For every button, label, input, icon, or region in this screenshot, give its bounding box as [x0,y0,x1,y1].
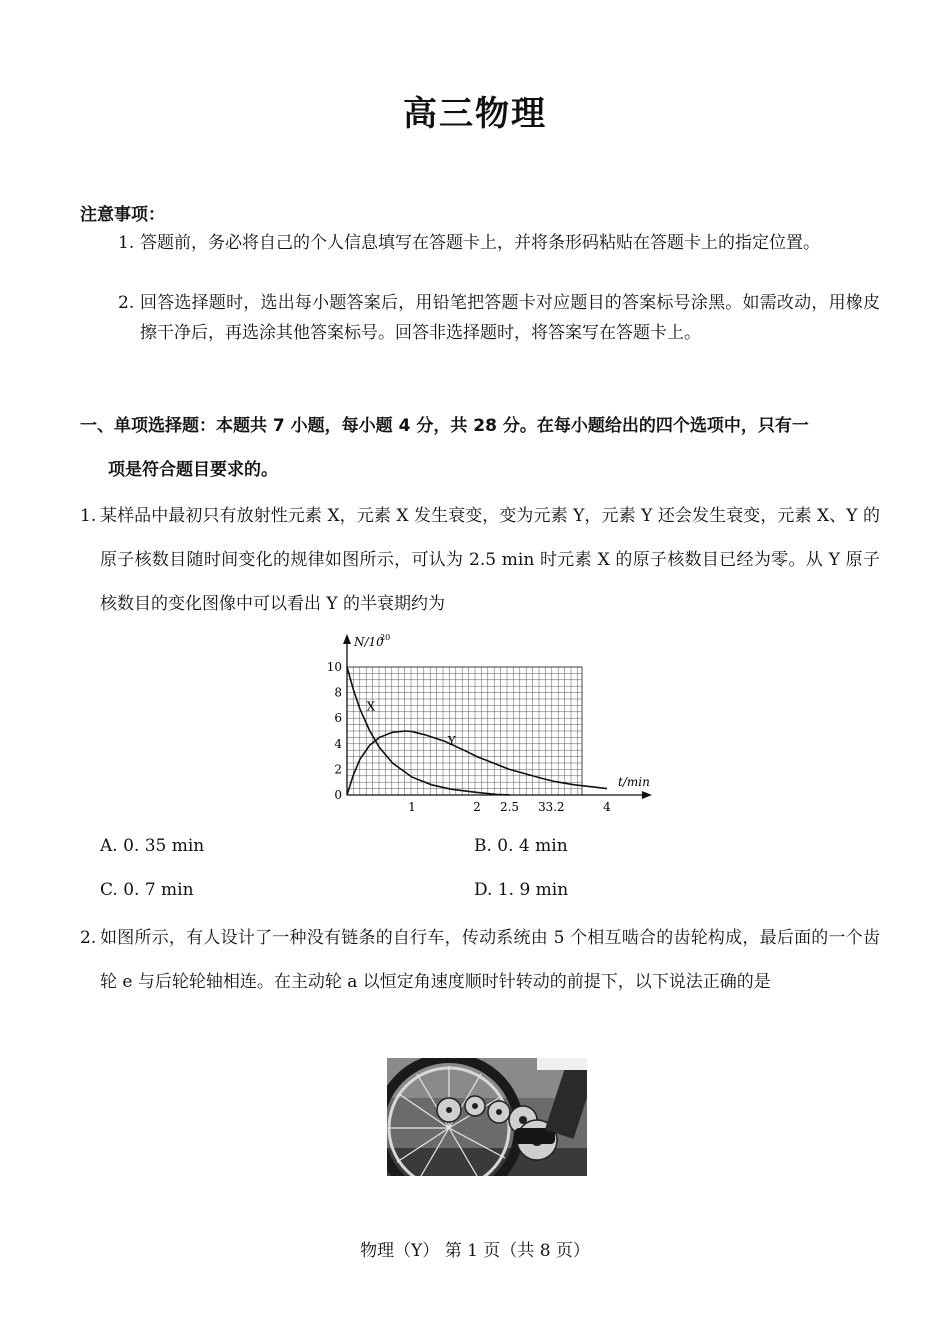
notice-item-text: 答题前，务必将自己的个人信息填写在答题卡上，并将条形码粘贴在答题卡上的指定位置。 [140,233,820,253]
chart-axes [343,634,652,799]
x-tick-label: 2 [473,800,481,814]
y-tick-label: 2 [334,762,342,777]
question-text: 如图所示，有人设计了一种没有链条的自行车，传动系统由 5 个相互啮合的齿轮构成，最后面的一个齿轮 e 与后轮轮轴相连。在主动轮 a 以恒定角速度顺时针转动的前提下，以下说法正确的是 [100,928,880,992]
chart-grid [347,667,582,795]
option-b[interactable]: B. 0. 4 min [474,836,568,856]
notice-item-1 [118,228,880,258]
x-tick-label: 1 [408,800,416,814]
y-tick-label: 4 [334,736,342,751]
y-axis-label: N/10 [354,635,384,649]
section-heading-line2: 项是符合题目要求的。 [108,460,278,480]
question-2 [80,916,880,1004]
y-tick-label: 10 [326,660,342,674]
y-tick-label: 8 [334,685,342,700]
series-label-x: X [366,699,376,714]
decay-chart [322,630,662,820]
x-axis-label: t/min [618,775,650,789]
section-heading-line1: 一、单项选择题：本题共 7 小题，每小题 4 分，共 28 分。在每小题给出的四个选项中，只有一 [80,416,809,436]
x-tick-label: 4 [603,800,611,814]
section-heading [80,404,880,492]
notice-item-2 [118,288,880,348]
y-tick-label: 0 [334,788,342,802]
option-c[interactable]: C. 0. 7 min [100,880,194,900]
notice-heading: 注意事项： [80,205,165,225]
y-axis-label-exponent: 20 [380,633,391,642]
question-number: 2. [80,928,97,948]
question-1 [80,494,880,626]
y-tick-label: 6 [334,711,342,726]
notice-item-number: 1. [118,233,135,253]
notice-item-number: 2. [118,293,135,313]
notice-item-text: 回答选择题时，选出每小题答案后，用铅笔把答题卡对应题目的答案标号涂黑。如需改动，用橡皮擦干净后，再选涂其他答案标号。回答非选择题时，将答案写在答题卡上。 [140,293,880,343]
x-tick-label: 3 [538,800,546,814]
series-label-y: Y [447,734,456,749]
option-d[interactable]: D. 1. 9 min [474,880,569,900]
question-number: 1. [80,506,97,526]
page-footer: 物理（Y） 第 1 页（共 8 页） [360,1241,590,1261]
option-a[interactable]: A. 0. 35 min [100,836,205,856]
question-text: 某样品中最初只有放射性元素 X，元素 X 发生衰变，变为元素 Y，元素 Y 还会发生衰变，元素 X、Y 的原子核数目随时间变化的规律如图所示，可认为 2.5 min 时元素 X 的原子核数目已经为零。从 Y 原子核数目的变化图像中可以看出 Y 的半衰期约为 [100,506,880,614]
page-title: 高三物理 [403,94,547,134]
bicycle-gear-photo [387,1058,587,1176]
x-tick-label: 2.5 [499,800,520,814]
x-tick-label: 3.2 [545,800,565,814]
